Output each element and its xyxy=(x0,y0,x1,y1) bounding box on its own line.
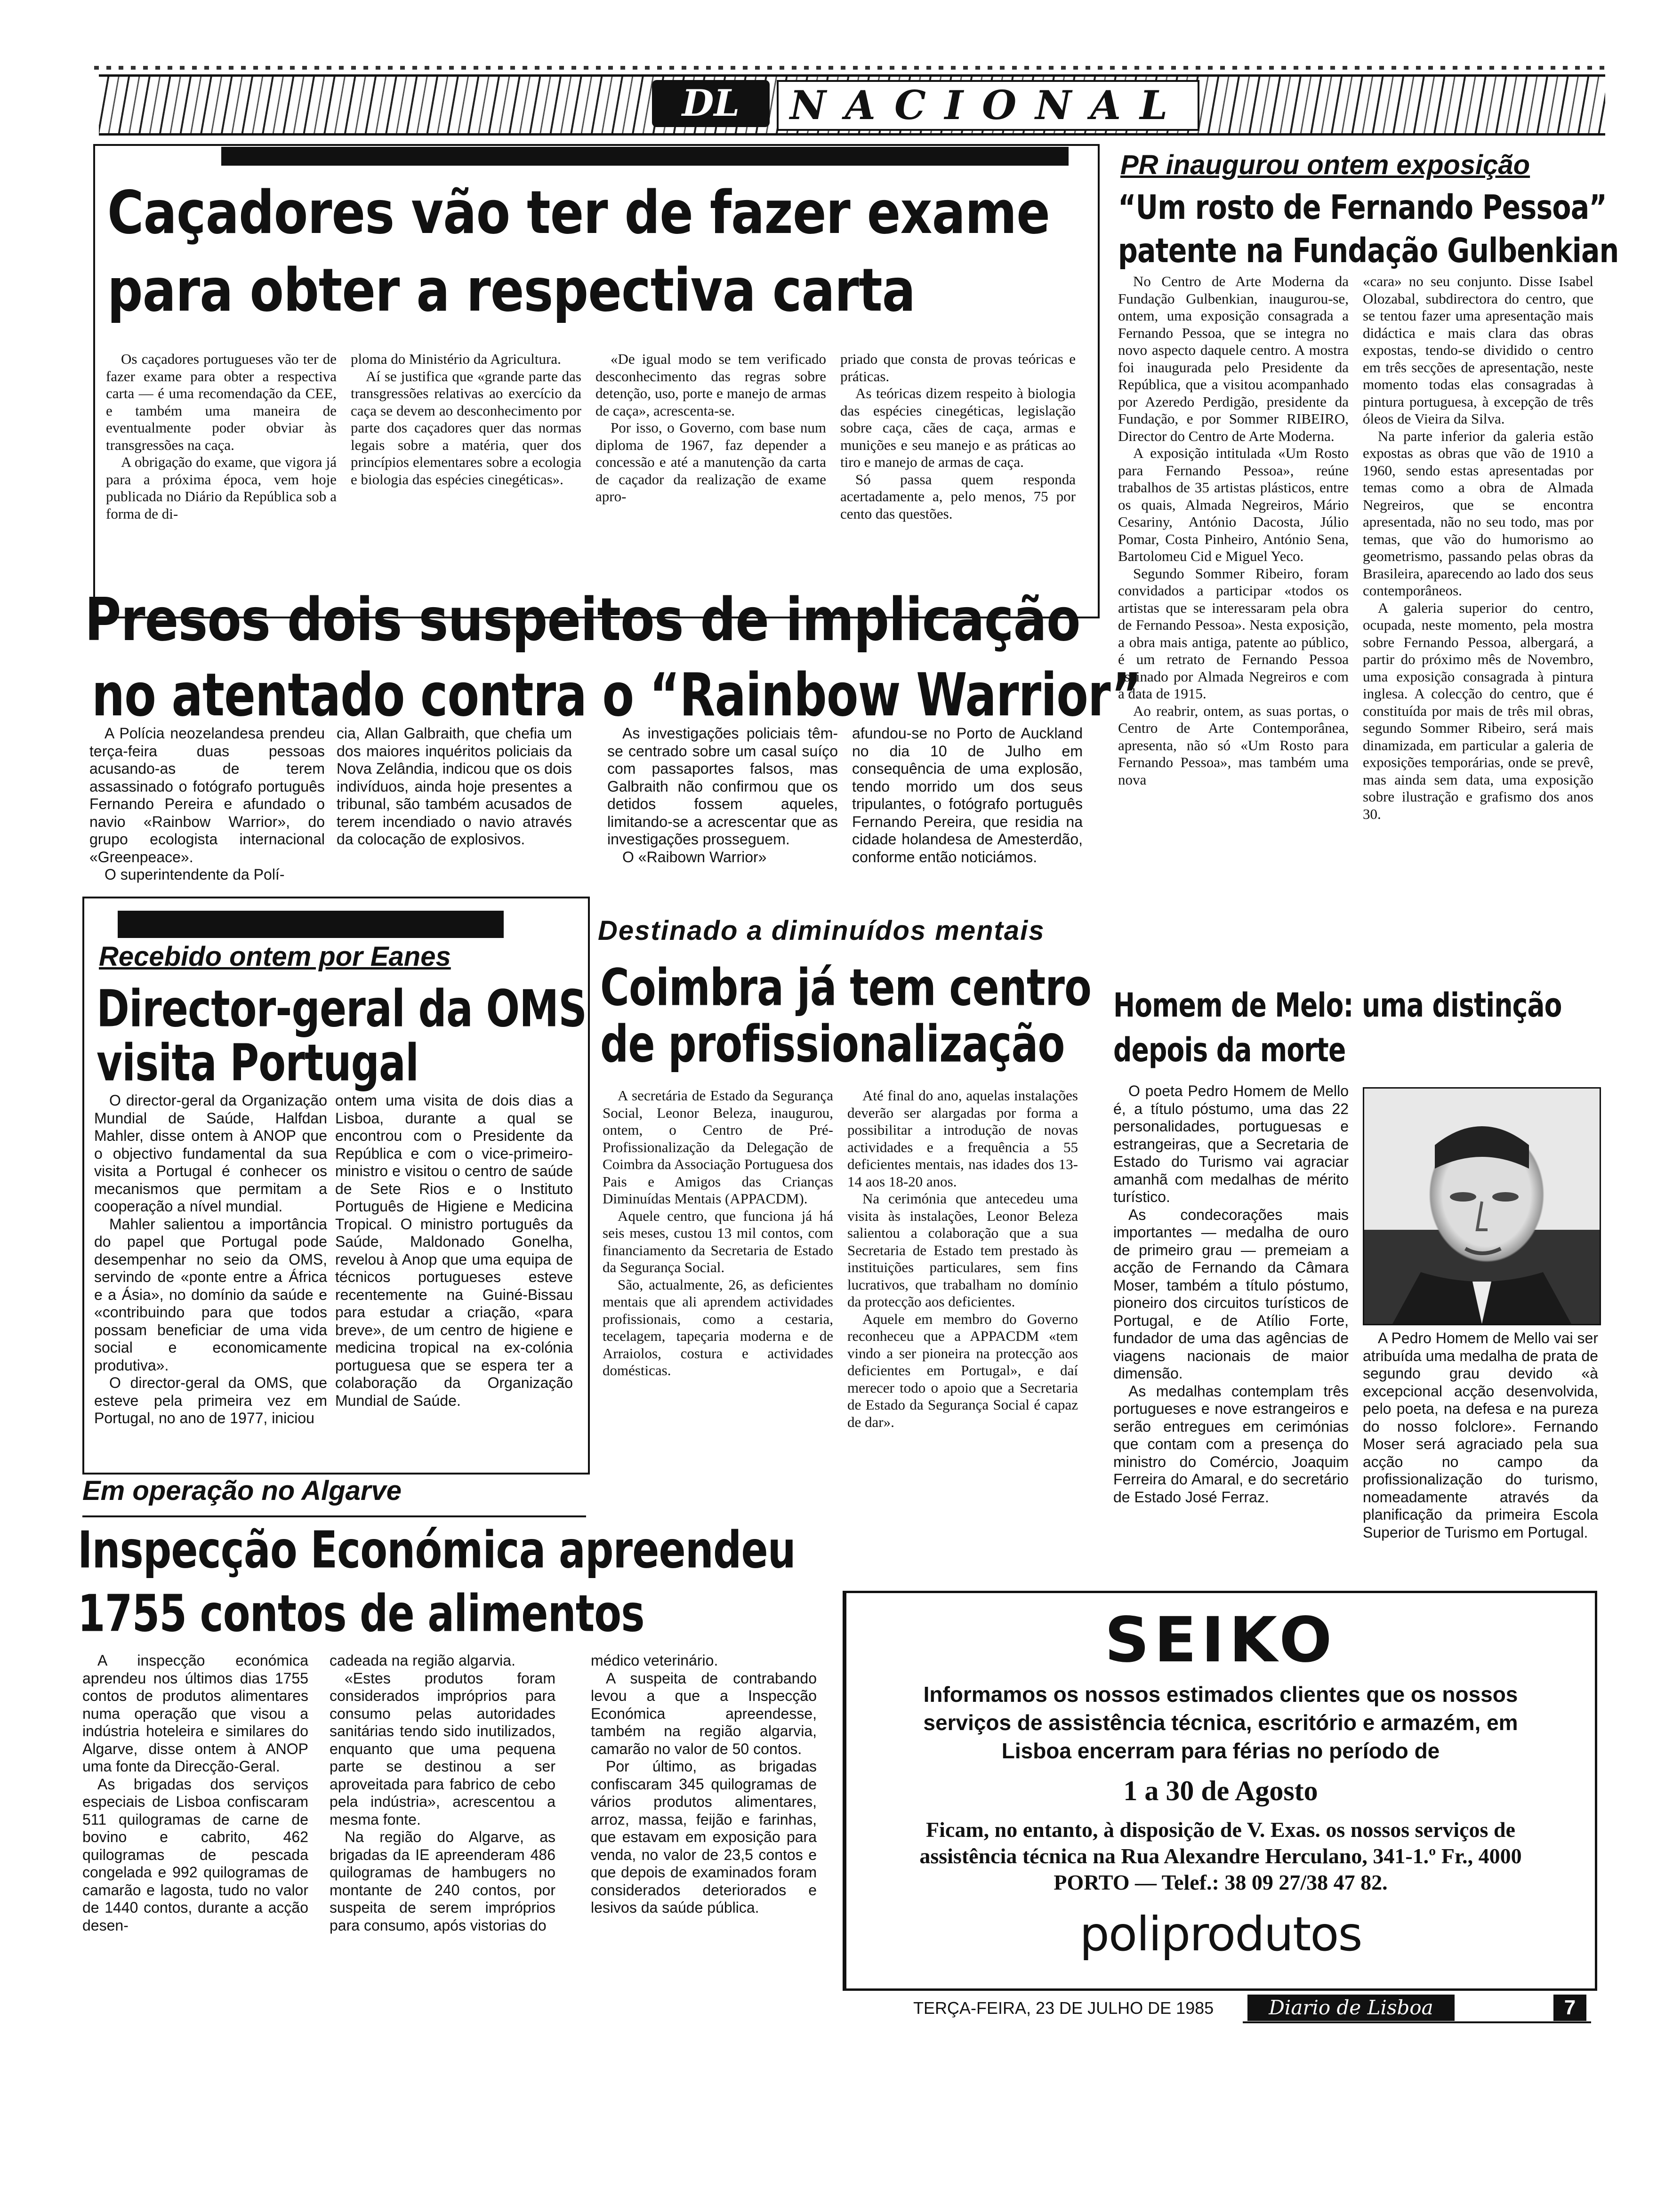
headline-pessoa-1: “Um rosto de Fernando Pessoa” xyxy=(1118,188,1607,227)
seiko-ad-box xyxy=(843,1591,1597,1991)
pessoa-col-1 xyxy=(1118,273,1349,788)
paragraph: As medalhas contemplam três portugueses e nove estrangeiros e serão entregues em cerimónias que contam com a presença do ministro do Comércio, Joaquim Ferreira do Amaral, e do secretário de Estado José Ferraz. xyxy=(1113,1382,1349,1506)
paragraph: As condecorações mais importantes — medalha de ouro de primeiro grau — premeiam a acção de Fernando da Câmara Moser, também a título póstumo, pioneiro dos circuitos turísticos de Portugal, e de Atílio Forte, fundador de uma das agências de viagens nacionais de maior dimensão. xyxy=(1113,1206,1349,1382)
paragraph: As brigadas dos serviços especiais de Lisboa confiscaram 511 quilogramas de carne de bovino e cabrito, 462 quilogramas de pescada congelada e 992 quilogramas de camarão e lagosta, tudo no valor de 1440 contos, durante a acção desen- xyxy=(82,1775,308,1934)
rainbow-col-3 xyxy=(607,725,838,866)
rainbow-col-1 xyxy=(89,725,325,884)
paragraph: Aquele em membro do Governo reconheceu que a APPACDM «tem vindo a ser pioneira na protecção aos deficientes em Portugal», e daí merecer todo o apoio que a Secretaria de Estado da Segurança Social é capaz de dar». xyxy=(847,1310,1078,1430)
footer-page-number: 7 xyxy=(1553,1995,1586,2021)
kicker-oms: Recebido ontem por Eanes xyxy=(99,941,451,972)
paragraph: O superintendente da Polí- xyxy=(105,866,285,883)
paragraph: A obrigação do exame, que vigora já para a próxima época, vem hoje publicada no Diário da República sob a forma de di- xyxy=(106,454,337,522)
paragraph: Só passa quem responda acertadamente a, pelo menos, 75 por cento das questões. xyxy=(840,471,1076,522)
paragraph: afundou-se no Porto de Auckland no dia 10 de Julho em consequência de uma explosão, tendo morrido um dos seus tripulantes, o fotógrafo português Fernando Pereira, que residia na cidade holandesa de Amesterdão, conforme então noticiámos. xyxy=(852,725,1083,866)
footer-paper-name: Diario de Lisboa xyxy=(1247,1995,1455,2021)
seiko-text-2: Ficam, no entanto, à disposição de V. Exas. os nossos serviços de assistência técnica na Rua Alexandre Herculano, 341-1.º Fr., 4000 PORTO — Telef.: 38 09 27/38 47 82. xyxy=(919,1818,1522,1894)
paragraph: ontem uma visita de dois dias a Lisboa, durante a qual se encontrou com o Presidente da República e com o vice-primeiro-ministro e visitou o centro de saúde de Sete Rios e o Instituto Português de Higiene e Medicina Tropical. O ministro português da Saúde, Maldonado Gonelha, revelou à Anop que uma equipa de técnicos portugueses esteve recentemente na Guiné-Bissau para estudar a criação, «para breve», de um centro de higiene e medicina tropical na ex-colónia portuguesa que se espera ter a colaboração da Organização Mundial de Saúde. xyxy=(335,1092,573,1409)
melo-photo-caption xyxy=(1363,1330,1598,1541)
headline-oms-1: Director-geral da OMS xyxy=(97,979,587,1039)
headline-rainbow-1: Presos dois suspeitos de implicação xyxy=(85,585,1080,655)
headline-hunters-1: Caçadores vão ter de fazer exame xyxy=(107,178,1050,248)
paragraph: No Centro de Arte Moderna da Fundação Gulbenkian, inaugurou-se, ontem, uma exposição consagrada a Fernando Pessoa, que se integra no novo aspecto daquele centro. A mostra foi inaugurada pelo Presidente da República, que a visitou acompanhado por Azeredo Perdigão, presidente da Fundação, e por Sommer RIBEIRO, Director do Centro de Arte Moderna. xyxy=(1118,273,1349,444)
paragraph: cia, Allan Galbraith, que chefia um dos maiores inquéritos policiais da Nova Zelândia, indicou que os dois indivíduos, ainda hoje presentes a tribunal, são também acusados de terem incendiado o navio através da colocação de explosivos. xyxy=(337,725,572,848)
paragraph: O poeta Pedro Homem de Mello é, a título póstumo, uma das 22 personalidades, portuguesas e estrangeiras, que a Secretaria de Estado do Turismo vai agraciar amanhã com medalhas de mérito turístico. xyxy=(1113,1082,1349,1205)
company-logo: poliprodutos xyxy=(1079,1907,1362,1962)
headline-coimbra-1: Coimbra já tem centro xyxy=(600,958,1092,1018)
coimbra-col-1 xyxy=(603,1087,833,1379)
headline-rainbow-2: no atentado contra o “Rainbow Warrior” xyxy=(92,661,1142,730)
paragraph: «Estes produtos foram considerados impróprios para consumo pelas autoridades sanitárias tendo sido inutilizados, enquanto que uma pequena parte se destinou a ser aproveitada para fabrico de cebo pela indústria», acrescentou a mesma fonte. xyxy=(330,1669,555,1828)
portrait-photo xyxy=(1363,1087,1601,1325)
paragraph: Por último, as brigadas confiscaram 345 quilogramas de vários produtos alimentares, arroz, massa, feijão e farinhas, que estavam em exposição para venda, no valor de 23,5 contos e que depois de examinados foram considerados deteriorados e lesivos da saúde pública. xyxy=(591,1758,817,1916)
paragraph: A secretária de Estado da Segurança Social, Leonor Beleza, inaugurou, ontem, o Centro de Pré-Profissionalização da Delegação de Coimbra da Associação Portuguesa dos Pais e Amigos das Crianças Diminuídas Mentais (APPACDM). xyxy=(603,1087,833,1207)
paragraph: «De igual modo se tem verificado desconhecimento das regras sobre detenção, uso, porte e manejo de armas de caça», acrescenta-se. xyxy=(595,351,826,419)
paragraph: A Polícia neozelandesa prendeu terça-feira duas pessoas acusando-as de terem assassinado o fotógrafo português Fernando Pereira e afundado o navio «Rainbow Warrior», do grupo ecologista internacional «Greenpeace». xyxy=(89,725,325,866)
kicker-coimbra: Destinado a diminuídos mentais xyxy=(598,915,1045,946)
kicker-rule xyxy=(82,1515,586,1517)
paragraph: O director-geral da OMS, que esteve pela primeira vez em Portugal, no ano de 1977, iniciou xyxy=(94,1374,327,1427)
hunters-col-3 xyxy=(595,351,826,505)
kicker-pessoa: PR inaugurou ontem exposição xyxy=(1120,150,1530,180)
section-label: NACIONAL xyxy=(777,80,1199,131)
paragraph: O director-geral da Organização Mundial de Saúde, Halfdan Mahler, disse ontem à ANOP que o objectivo fundamental da sua visita a Portugal é conhecer os mecanismos que permitam a cooperação a nível mundial. xyxy=(94,1092,327,1215)
footer-rule xyxy=(1243,2021,1591,2023)
rainbow-col-2 xyxy=(337,725,572,849)
paragraph: Aí se justifica que «grande parte das transgressões relativas ao exercício da caça se devem ao desconhecimento por parte dos caçadores quer das normas legais sobre a matéria, quer dos princípios elementares sobre a ecologia e biologia das espécies cinegéticas». xyxy=(351,368,581,488)
seiko-text-1: Informamos os nossos estimados clientes que os nossos serviços de assistência técnica, escritório e armazém, em Lisboa encerram para férias no período de xyxy=(923,1682,1518,1763)
rainbow-col-4 xyxy=(852,725,1083,866)
paragraph: A suspeita de contrabando levou a que a Inspecção Económica apreendesse, também na região algarvia, camarão no valor de 50 contos. xyxy=(591,1669,817,1757)
headline-melo-2: depois da morte xyxy=(1113,1031,1346,1070)
hunters-col-4 xyxy=(840,351,1076,522)
logo-badge: DL xyxy=(652,80,770,127)
portrait-figure xyxy=(1364,1089,1600,1324)
headline-pessoa-2: patente na Fundação Gulbenkian xyxy=(1118,232,1619,271)
headline-melo-1: Homem de Melo: uma distinção xyxy=(1113,986,1562,1025)
algarve-col-1 xyxy=(82,1652,308,1934)
oms-col-1 xyxy=(94,1092,327,1427)
oms-col-2 xyxy=(335,1092,573,1410)
paragraph: cadeada na região algarvia. xyxy=(330,1652,515,1669)
paragraph: As investigações policiais têm-se centrado sobre um casal suíço com passaportes falsos, mas Galbraith não confirmou que os detidos fossem aqueles, limitando-se a acrescentar que as investigações prosseguem. xyxy=(607,725,838,848)
paragraph: «cara» no seu conjunto. Disse Isabel Olozabal, subdirectora do centro, que se tentou fazer uma apresentação mais didáctica e mais clara das obras expostas, tendo-se dividido o centro em três secções de apresentação, neste momento todas elas consagradas à pintura portuguesa, à excepção de três óleos de Vieira da Silva. xyxy=(1363,273,1593,427)
headline-oms-2: visita Portugal xyxy=(97,1034,419,1093)
paragraph: Os caçadores portugueses vão ter de fazer exame para obter a respectiva carta — é uma recomendação da CEE, e também uma maneira de eventualmente poder obviar às transgressões na caça. xyxy=(106,351,337,453)
paragraph: Na região do Algarve, as brigadas da IE apreenderam 486 quilogramas de hambugers no montante de 240 contos, por suspeita de serem impróprios para consumo, após vistorias do xyxy=(330,1828,555,1934)
paragraph: A galeria superior do centro, ocupada, neste momento, pela mostra sobre Fernando Pessoa, albergará, a partir do próximo mês de Novembro, uma exposição consagrada à pintura inglesa. A colecção do centro, que é constituída por mais de três mil obras, segundo Sommer Ribeiro, será mais dinamizada, em particular a galeria de exposições temporárias, onde se prevê, mas ainda sem data, uma exposição sobre ilustração e grafismo dos anos 30. xyxy=(1363,599,1593,822)
hunters-col-1 xyxy=(106,351,337,522)
pessoa-col-2 xyxy=(1363,273,1593,823)
caption: A Pedro Homem de Mello vai ser atribuída uma medalha de prata de segundo grau devido «à excepcional acção desenvolvida, pelo poeta, na defesa e na pureza do nosso folclore». Fernando Moser será agraciado pela sua acção no campo da profissionalização do turismo, nomeadamente através da planificação da primeira Escola Superior de Turismo em Portugal. xyxy=(1363,1330,1598,1541)
paragraph: Aquele centro, que funciona já há seis meses, custou 13 mil contos, com financiamento da Secretaria de Estado da Segurança Social. xyxy=(603,1207,833,1275)
paragraph: Por isso, o Governo, com base num diploma de 1967, faz depender a concessão e até a manutenção da carta de caçador da realização de exame apro- xyxy=(595,419,826,505)
seiko-dates: 1 a 30 de Agosto xyxy=(1123,1775,1318,1806)
paragraph: priado que consta de provas teóricas e práticas. xyxy=(840,351,1076,385)
headline-coimbra-2: de profissionalização xyxy=(600,1015,1065,1074)
melo-col-1 xyxy=(1113,1082,1349,1506)
redaction-bar xyxy=(118,911,504,938)
paragraph: Na parte inferior da galeria estão expostas as obras que vão de 1910 a 1960, sendo estas apresentadas por temas como a obra de Almada Negreiros, que se encontra apresentada, não no seu todo, mas por temas, que vão do humorismo ao geometrismo, passando pelas obras da Brasileira, aparecendo ao lado dos seus contemporâneos. xyxy=(1363,427,1593,599)
paragraph: Segundo Sommer Ribeiro, foram convidados a participar «todos os artistas que se interessaram pela obra de Fernando Pessoa». Nesta exposição, a obra mais antiga, patente ao público, é um retrato de Fernando Pessoa assinado por Almada Negreiros e com a data de 1915. xyxy=(1118,565,1349,702)
headline-hunters-2: para obter a respectiva carta xyxy=(107,256,916,325)
paragraph: Mahler salientou a importância do papel que Portugal pode desempenhar no seio da OMS, servindo de «ponte entre a África e a Ásia», no domínio da saúde e «contribuindo para que todos possam beneficiar de uma vida social e economicamente produtiva». xyxy=(94,1215,327,1374)
paragraph: As teóricas dizem respeito à biologia das espécies cinegéticas, legislação sobre caça, cães de caça, armas e munições e seu manejo e as práticas ao tiro e manejo de armas de caça. xyxy=(840,385,1076,470)
banner-top-dashes xyxy=(94,66,1610,70)
paragraph: São, actualmente, 26, as deficientes mentais que ali aprendem actividades profissionais, como a cestaria, tecelagem, tapeçaria moderna e de Arraiolos, costura e actividades domésticas. xyxy=(603,1276,833,1378)
paragraph: A exposição intitulada «Um Rosto para Fernando Pessoa», reúne trabalhos de 35 artistas plásticos, entre os quais, Almada Negreiros, Mário Cesariny, António Dacosta, Júlio Pomar, Costa Pinheiro, António Sena, Bartolomeu Cid e Miguel Yeco. xyxy=(1118,445,1349,564)
paragraph: Na cerimónia que antecedeu uma visita às instalações, Leonor Beleza salientou a colaboração que a sua Secretaria de Estado tem prestado às instituições particulares, sem fins lucrativos, que trabalham no domínio da protecção aos deficientes. xyxy=(847,1190,1078,1310)
seiko-brand: SEIKO xyxy=(1104,1604,1337,1676)
footer-date: TERÇA-FEIRA, 23 DE JULHO DE 1985 xyxy=(913,1998,1214,2018)
paragraph: O «Raibown Warrior» xyxy=(622,848,767,866)
paragraph: Ao reabrir, ontem, as suas portas, o Centro de Arte Contemporânea, apresenta, não só «Um Rosto para Fernando Pessoa», mas também uma nova xyxy=(1118,702,1349,788)
paragraph: A inspecção económica aprendeu nos últimos dias 1755 contos de produtos alimentares numa operação que visou a indústria hoteleira e similares do Algarve, disse ontem à ANOP uma fonte da Direcção-Geral. xyxy=(82,1652,308,1775)
headline-algarve-1: Inspecção Económica apreendeu xyxy=(78,1521,796,1580)
paragraph: Até final do ano, aquelas instalações deverão ser alargadas por forma a possibilitar a introdução de novas actividades e a frequência a 55 deficientes mentais, nas idades dos 13-14 aos 18-20 anos. xyxy=(847,1087,1078,1190)
coimbra-col-2 xyxy=(847,1087,1078,1431)
hunters-col-2 xyxy=(351,351,581,488)
paragraph: médico veterinário. xyxy=(591,1652,718,1669)
algarve-col-3 xyxy=(591,1652,817,1917)
algarve-col-2 xyxy=(330,1652,555,1934)
headline-algarve-2: 1755 contos de alimentos xyxy=(78,1584,644,1644)
paragraph: ploma do Ministério da Agricultura. xyxy=(351,351,561,367)
redaction-bar xyxy=(221,147,1069,166)
kicker-algarve: Em operação no Algarve xyxy=(82,1475,402,1506)
